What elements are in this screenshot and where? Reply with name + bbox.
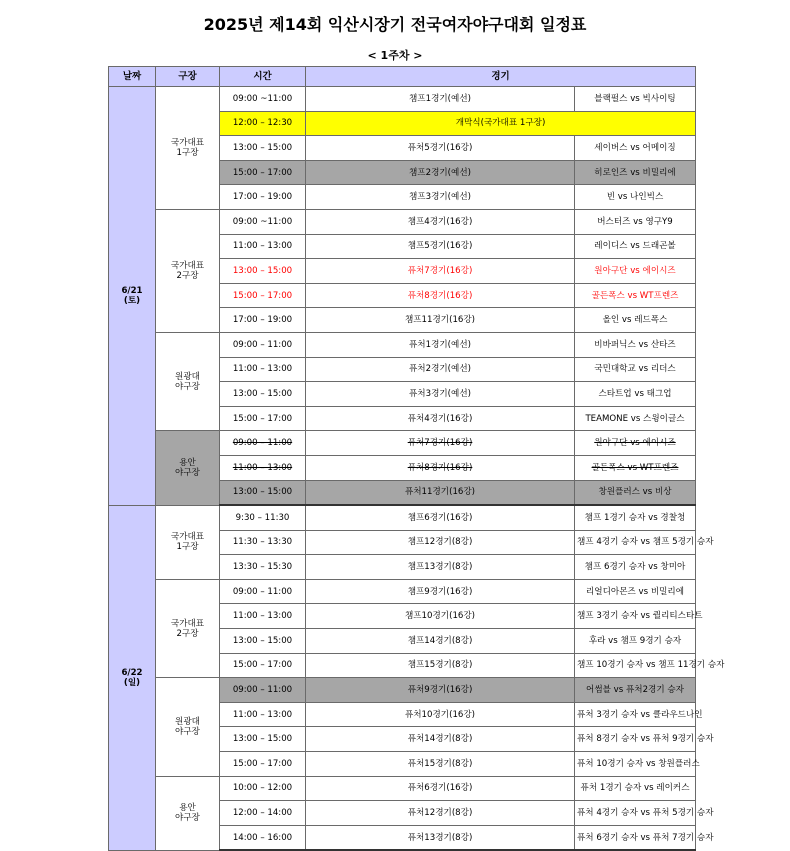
time-cell: 09:00 ~11:00 bbox=[220, 209, 306, 234]
venue-cell bbox=[156, 87, 220, 210]
game-number-cell: 퓨처2경기(예선) bbox=[306, 357, 575, 382]
table-row bbox=[109, 87, 696, 112]
venue-name: 국가대표 bbox=[170, 618, 205, 629]
game-number-cell: 챔프5경기(16강) bbox=[306, 234, 575, 259]
venue-field: 2구장 bbox=[176, 628, 199, 639]
time-cell: 17:00 – 19:00 bbox=[220, 185, 306, 210]
matchup-cell: 창원플러스 vs 비상 bbox=[575, 480, 696, 505]
matchup-cell: 세이버스 vs 어메이징 bbox=[575, 136, 696, 161]
matchup-cell: 레이디스 vs 드래곤볼 bbox=[575, 234, 696, 259]
game-number-cell: 챔프10경기(16강) bbox=[306, 604, 575, 629]
venue-field: 야구장 bbox=[175, 381, 200, 392]
game-number-cell: 챔프14경기(8강) bbox=[306, 629, 575, 654]
page-title: 2025년 제14회 익산시장기 전국여자야구대회 일정표 bbox=[203, 15, 587, 34]
matchup-cell: 퓨처 1경기 승자 vs 레이커스 bbox=[575, 776, 696, 801]
matchup-cell: 퓨처 3경기 승자 vs 클라우드나인 bbox=[575, 702, 696, 727]
game-number-cell: 챔프9경기(16강) bbox=[306, 579, 575, 604]
matchup-cell: 원아구단 vs 에이시즈 bbox=[575, 259, 696, 284]
matchup-cell: 올인 vs 레드폭스 bbox=[575, 308, 696, 333]
game-number-cell: 퓨처5경기(16강) bbox=[306, 136, 575, 161]
matchup-cell: 블랙펄스 vs 빅사이팅 bbox=[575, 87, 696, 112]
game-number-cell: 퓨처14경기(8강) bbox=[306, 727, 575, 752]
venue-name: 국가대표 bbox=[170, 532, 205, 543]
matchup-cell: 퓨처 8경기 승자 vs 퓨처 9경기 승자 bbox=[575, 727, 696, 752]
game-number-cell: 챔프15경기(8강) bbox=[306, 653, 575, 678]
time-cell: 09:00 – 11:00 bbox=[220, 678, 306, 703]
venue-cell bbox=[156, 431, 220, 505]
matchup-cell: 원야구단 vs 에이시즈 bbox=[575, 431, 696, 456]
time-cell: 09:00 – 11:00 bbox=[220, 332, 306, 357]
game-number-cell: 챔프6경기(16강) bbox=[306, 505, 575, 530]
date-cell-day1 bbox=[109, 87, 156, 506]
game-number-cell: 퓨처13경기(8강) bbox=[306, 825, 575, 850]
matchup-cell: 챔프 4경기 승자 vs 챔프 5경기 승자 bbox=[575, 530, 696, 555]
matchup-cell: 국민대학교 vs 리더스 bbox=[575, 357, 696, 382]
venue-cell bbox=[156, 209, 220, 332]
header-date: 날짜 bbox=[109, 67, 156, 87]
game-number-cell: 퓨처7경기(16강) bbox=[306, 259, 575, 284]
venue-name: 국가대표 bbox=[170, 137, 205, 148]
game-number-cell: 챔프12경기(8강) bbox=[306, 530, 575, 555]
date-label: 6/22 bbox=[121, 667, 143, 678]
header-row bbox=[109, 67, 696, 87]
matchup-cell: TEAMONE vs 스윙이글스 bbox=[575, 406, 696, 431]
venue-cell bbox=[156, 776, 220, 850]
venue-field: 야구장 bbox=[175, 813, 200, 824]
matchup-cell: 챔프 3경기 승자 vs 퀄리티스타트 bbox=[575, 604, 696, 629]
venue-cell bbox=[156, 505, 220, 579]
time-cell: 09:00 – 11:00 bbox=[220, 579, 306, 604]
game-number-cell: 챔프13경기(8강) bbox=[306, 555, 575, 580]
time-cell: 11:00 – 13:00 bbox=[220, 702, 306, 727]
venue-name: 용안 bbox=[179, 457, 196, 468]
matchup-cell: 골든폭스 vs WT프렌즈 bbox=[575, 283, 696, 308]
schedule-table bbox=[108, 66, 725, 851]
matchup-cell: 버스터즈 vs 영구Y9 bbox=[575, 209, 696, 234]
header-game: 경기 bbox=[306, 67, 696, 87]
game-number-cell: 퓨처15경기(8강) bbox=[306, 752, 575, 777]
matchup-cell: 히로인즈 vs 비밀리에 bbox=[575, 160, 696, 185]
matchup-cell: 어썸블 vs 퓨처2경기 승자 bbox=[575, 678, 696, 703]
matchup-cell: 퓨처 4경기 승자 vs 퓨처 5경기 승자 bbox=[575, 801, 696, 826]
time-cell: 12:00 – 14:00 bbox=[220, 801, 306, 826]
matchup-cell: 챔프 10경기 승자 vs 챔프 11경기 승자 bbox=[575, 653, 696, 678]
game-number-cell: 퓨처7경기(16강) bbox=[306, 431, 575, 456]
time-cell: 15:00 – 17:00 bbox=[220, 160, 306, 185]
time-cell: 13:00 – 15:00 bbox=[220, 382, 306, 407]
time-cell: 09:00 – 11:00 bbox=[220, 431, 306, 456]
matchup-cell: 스타트업 vs 태그업 bbox=[575, 382, 696, 407]
game-number-cell: 챔프2경기(예선) bbox=[306, 160, 575, 185]
time-cell: 13:00 – 15:00 bbox=[220, 259, 306, 284]
time-cell: 11:30 – 13:30 bbox=[220, 530, 306, 555]
game-number-cell: 퓨처10경기(16강) bbox=[306, 702, 575, 727]
game-number-cell: 퓨처12경기(8강) bbox=[306, 801, 575, 826]
venue-name: 원광대 bbox=[175, 716, 200, 727]
venue-field: 야구장 bbox=[175, 467, 200, 478]
time-cell: 09:00 ~11:00 bbox=[220, 87, 306, 112]
game-number-cell: 퓨처6경기(16강) bbox=[306, 776, 575, 801]
venue-name: 원광대 bbox=[175, 371, 200, 382]
time-cell: 13:00 – 15:00 bbox=[220, 629, 306, 654]
game-number-cell: 퓨처3경기(예선) bbox=[306, 382, 575, 407]
matchup-cell: 챔프 6경기 승자 vs 창미아 bbox=[575, 555, 696, 580]
time-cell: 15:00 – 17:00 bbox=[220, 752, 306, 777]
time-cell: 13:00 – 15:00 bbox=[220, 480, 306, 505]
venue-cell bbox=[156, 579, 220, 677]
game-number-cell: 퓨처11경기(16강) bbox=[306, 480, 575, 505]
time-cell: 15:00 – 17:00 bbox=[220, 283, 306, 308]
time-cell: 17:00 – 19:00 bbox=[220, 308, 306, 333]
week-subtitle: < 1주차 > bbox=[367, 49, 423, 62]
matchup-cell: 골든폭스 vs WT프렌즈 bbox=[575, 455, 696, 480]
matchup-cell: 비바퍼닉스 vs 산타즈 bbox=[575, 332, 696, 357]
game-number-cell: 챔프3경기(예선) bbox=[306, 185, 575, 210]
game-number-cell: 퓨처8경기(16강) bbox=[306, 283, 575, 308]
table-row bbox=[109, 776, 696, 801]
date-label: 6/21 bbox=[121, 285, 143, 296]
table-row bbox=[109, 579, 696, 604]
matchup-cell: 후라 vs 챔프 9경기 승자 bbox=[575, 629, 696, 654]
table-row-cancelled bbox=[109, 431, 696, 456]
game-number-cell: 챔프1경기(예선) bbox=[306, 87, 575, 112]
matchup-cell: 챔프 1경기 승자 vs 경찰청 bbox=[575, 505, 696, 530]
weekday-label: (일) bbox=[123, 677, 141, 688]
time-cell: 15:00 – 17:00 bbox=[220, 653, 306, 678]
venue-cell bbox=[156, 678, 220, 776]
table-row bbox=[109, 505, 696, 530]
time-cell: 14:00 – 16:00 bbox=[220, 825, 306, 850]
venue-cell bbox=[156, 332, 220, 430]
weekday-label: (토) bbox=[123, 295, 141, 306]
header-time: 시간 bbox=[220, 67, 306, 87]
matchup-cell: 퓨처 10경기 승자 vs 창원플러스 bbox=[575, 752, 696, 777]
matchup-cell: 퓨처 6경기 승자 vs 퓨처 7경기 승자 bbox=[575, 825, 696, 850]
time-cell: 9:30 – 11:30 bbox=[220, 505, 306, 530]
time-cell: 11:00 – 13:00 bbox=[220, 234, 306, 259]
time-cell: 13:30 – 15:30 bbox=[220, 555, 306, 580]
table-row bbox=[109, 332, 696, 357]
time-cell: 11:00 – 13:00 bbox=[220, 455, 306, 480]
date-cell-day2 bbox=[109, 505, 156, 850]
table-row bbox=[109, 209, 696, 234]
game-number-cell: 챔프11경기(16강) bbox=[306, 308, 575, 333]
header-venue: 구장 bbox=[156, 67, 220, 87]
time-cell: 13:00 – 15:00 bbox=[220, 727, 306, 752]
venue-name: 용안 bbox=[179, 803, 196, 814]
venue-field: 야구장 bbox=[175, 726, 200, 737]
time-cell: 10:00 – 12:00 bbox=[220, 776, 306, 801]
venue-field: 1구장 bbox=[176, 147, 199, 158]
game-number-cell: 퓨처1경기(예선) bbox=[306, 332, 575, 357]
game-number-cell: 퓨처4경기(16강) bbox=[306, 406, 575, 431]
time-cell: 13:00 – 15:00 bbox=[220, 136, 306, 161]
game-number-cell: 퓨처8경기(16강) bbox=[306, 455, 575, 480]
game-number-cell: 퓨처9경기(16강) bbox=[306, 678, 575, 703]
ceremony-cell: 개막식(국가대표 1구장) bbox=[306, 111, 696, 136]
game-number-cell: 챔프4경기(16강) bbox=[306, 209, 575, 234]
venue-field: 2구장 bbox=[176, 270, 199, 281]
time-cell: 15:00 – 17:00 bbox=[220, 406, 306, 431]
time-cell: 12:00 – 12:30 bbox=[220, 111, 306, 136]
venue-name: 국가대표 bbox=[170, 260, 205, 271]
table-row bbox=[109, 678, 696, 703]
venue-field: 1구장 bbox=[176, 542, 199, 553]
time-cell: 11:00 – 13:00 bbox=[220, 604, 306, 629]
matchup-cell: 리얼디아몬즈 vs 비밀리에 bbox=[575, 579, 696, 604]
matchup-cell: 빈 vs 나인빅스 bbox=[575, 185, 696, 210]
time-cell: 11:00 – 13:00 bbox=[220, 357, 306, 382]
